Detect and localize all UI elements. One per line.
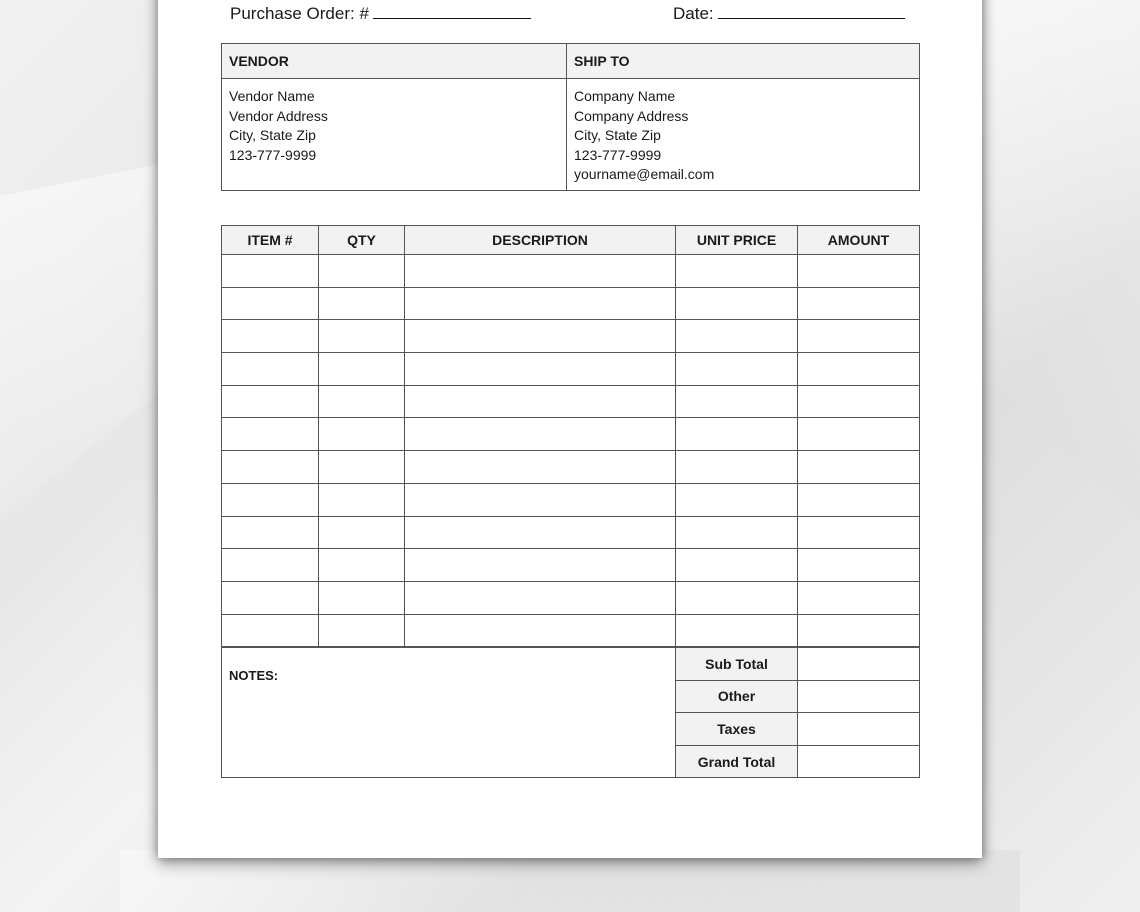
ship-to-city-state-zip: City, State Zip — [574, 127, 661, 143]
cell-amount[interactable] — [798, 385, 920, 418]
cell-qty[interactable] — [319, 385, 405, 418]
cell-description[interactable] — [405, 581, 676, 614]
vendor-heading: VENDOR — [222, 44, 567, 79]
table-row — [222, 255, 920, 288]
cell-item-number[interactable] — [222, 614, 319, 647]
cell-amount[interactable] — [798, 549, 920, 582]
ship-to-phone: 123-777-9999 — [574, 146, 662, 163]
cell-unit-price[interactable] — [676, 549, 798, 582]
items-header-row — [222, 226, 920, 255]
cell-amount[interactable] — [798, 255, 920, 288]
taxes-label: Taxes — [676, 713, 798, 746]
table-row — [222, 516, 920, 549]
cell-qty[interactable] — [319, 255, 405, 288]
notes-totals-table — [221, 647, 920, 778]
ship-to-company-address: Company Address — [574, 107, 689, 124]
vendor-phone: 123-777-9999 — [229, 146, 317, 163]
cell-item-number[interactable] — [222, 549, 319, 582]
date-field — [673, 2, 905, 24]
cell-item-number[interactable] — [222, 483, 319, 516]
cell-amount[interactable] — [798, 451, 920, 484]
vendor-shipto-table — [221, 43, 920, 191]
other-label: Other — [676, 680, 798, 713]
table-row — [222, 418, 920, 451]
taxes-value-cell[interactable] — [798, 713, 920, 746]
cell-amount[interactable] — [798, 614, 920, 647]
other-value-cell[interactable] — [798, 680, 920, 713]
notes-label: NOTES: — [229, 668, 279, 683]
subtotal-label: Sub Total — [676, 648, 798, 681]
table-row — [222, 385, 920, 418]
cell-qty[interactable] — [319, 516, 405, 549]
cell-qty[interactable] — [319, 451, 405, 484]
cell-amount[interactable] — [798, 483, 920, 516]
cell-unit-price[interactable] — [676, 516, 798, 549]
cell-item-number[interactable] — [222, 385, 319, 418]
subtotal-value-cell[interactable] — [798, 648, 920, 681]
cell-unit-price[interactable] — [676, 581, 798, 614]
cell-description[interactable] — [405, 614, 676, 647]
cell-qty[interactable] — [319, 549, 405, 582]
purchase-order-label: Purchase Order: # — [230, 4, 369, 23]
date-blank[interactable] — [718, 2, 905, 19]
cell-item-number[interactable] — [222, 353, 319, 386]
cell-qty[interactable] — [319, 614, 405, 647]
cell-amount[interactable] — [798, 516, 920, 549]
column-header-description: DESCRIPTION — [405, 226, 676, 255]
column-header-amount: AMOUNT — [798, 226, 920, 255]
cell-amount[interactable] — [798, 353, 920, 386]
cell-item-number[interactable] — [222, 287, 319, 320]
cell-unit-price[interactable] — [676, 353, 798, 386]
cell-qty[interactable] — [319, 581, 405, 614]
table-row — [222, 549, 920, 582]
cell-description[interactable] — [405, 320, 676, 353]
cell-qty[interactable] — [319, 353, 405, 386]
cell-unit-price[interactable] — [676, 385, 798, 418]
cell-unit-price[interactable] — [676, 255, 798, 288]
cell-qty[interactable] — [319, 418, 405, 451]
cell-item-number[interactable] — [222, 418, 319, 451]
table-row — [222, 353, 920, 386]
ship-to-details[interactable] — [567, 79, 920, 191]
cell-unit-price[interactable] — [676, 320, 798, 353]
cell-description[interactable] — [405, 418, 676, 451]
cell-item-number[interactable] — [222, 451, 319, 484]
grand-total-value-cell[interactable] — [798, 745, 920, 778]
date-label: Date: — [673, 4, 714, 23]
vendor-details[interactable] — [222, 79, 567, 191]
cell-amount[interactable] — [798, 320, 920, 353]
cell-amount[interactable] — [798, 581, 920, 614]
cell-description[interactable] — [405, 287, 676, 320]
table-row — [222, 320, 920, 353]
cell-amount[interactable] — [798, 287, 920, 320]
background-shard-bottom — [120, 850, 1020, 912]
cell-unit-price[interactable] — [676, 451, 798, 484]
table-row — [222, 483, 920, 516]
notes-area[interactable] — [222, 648, 676, 778]
table-row — [222, 451, 920, 484]
vendor-city-state-zip: City, State Zip — [229, 127, 316, 143]
cell-unit-price[interactable] — [676, 483, 798, 516]
header-line — [230, 2, 910, 26]
ship-to-company-name: Company Name — [574, 88, 676, 104]
table-row — [222, 581, 920, 614]
ship-to-heading: SHIP TO — [567, 44, 920, 79]
purchase-order-blank[interactable] — [373, 2, 531, 19]
vendor-name: Vendor Name — [229, 88, 315, 104]
cell-description[interactable] — [405, 353, 676, 386]
table-row — [222, 287, 920, 320]
cell-unit-price[interactable] — [676, 418, 798, 451]
cell-item-number[interactable] — [222, 320, 319, 353]
table-row — [222, 614, 920, 647]
cell-amount[interactable] — [798, 418, 920, 451]
grand-total-label: Grand Total — [676, 745, 798, 778]
cell-description[interactable] — [405, 516, 676, 549]
cell-qty[interactable] — [319, 483, 405, 516]
column-header-qty: QTY — [319, 226, 405, 255]
column-header-item-number: ITEM # — [222, 226, 319, 255]
vendor-address: Vendor Address — [229, 107, 328, 124]
cell-description[interactable] — [405, 483, 676, 516]
cell-description[interactable] — [405, 549, 676, 582]
cell-unit-price[interactable] — [676, 287, 798, 320]
cell-qty[interactable] — [319, 287, 405, 320]
cell-qty[interactable] — [319, 320, 405, 353]
cell-description[interactable] — [405, 451, 676, 484]
cell-description[interactable] — [405, 255, 676, 288]
ship-to-email: yourname@email.com — [574, 166, 715, 182]
cell-description[interactable] — [405, 385, 676, 418]
cell-item-number[interactable] — [222, 255, 319, 288]
cell-item-number[interactable] — [222, 581, 319, 614]
purchase-order-field — [230, 2, 531, 24]
items-table — [221, 225, 920, 647]
column-header-unit-price: UNIT PRICE — [676, 226, 798, 255]
cell-item-number[interactable] — [222, 516, 319, 549]
cell-unit-price[interactable] — [676, 614, 798, 647]
